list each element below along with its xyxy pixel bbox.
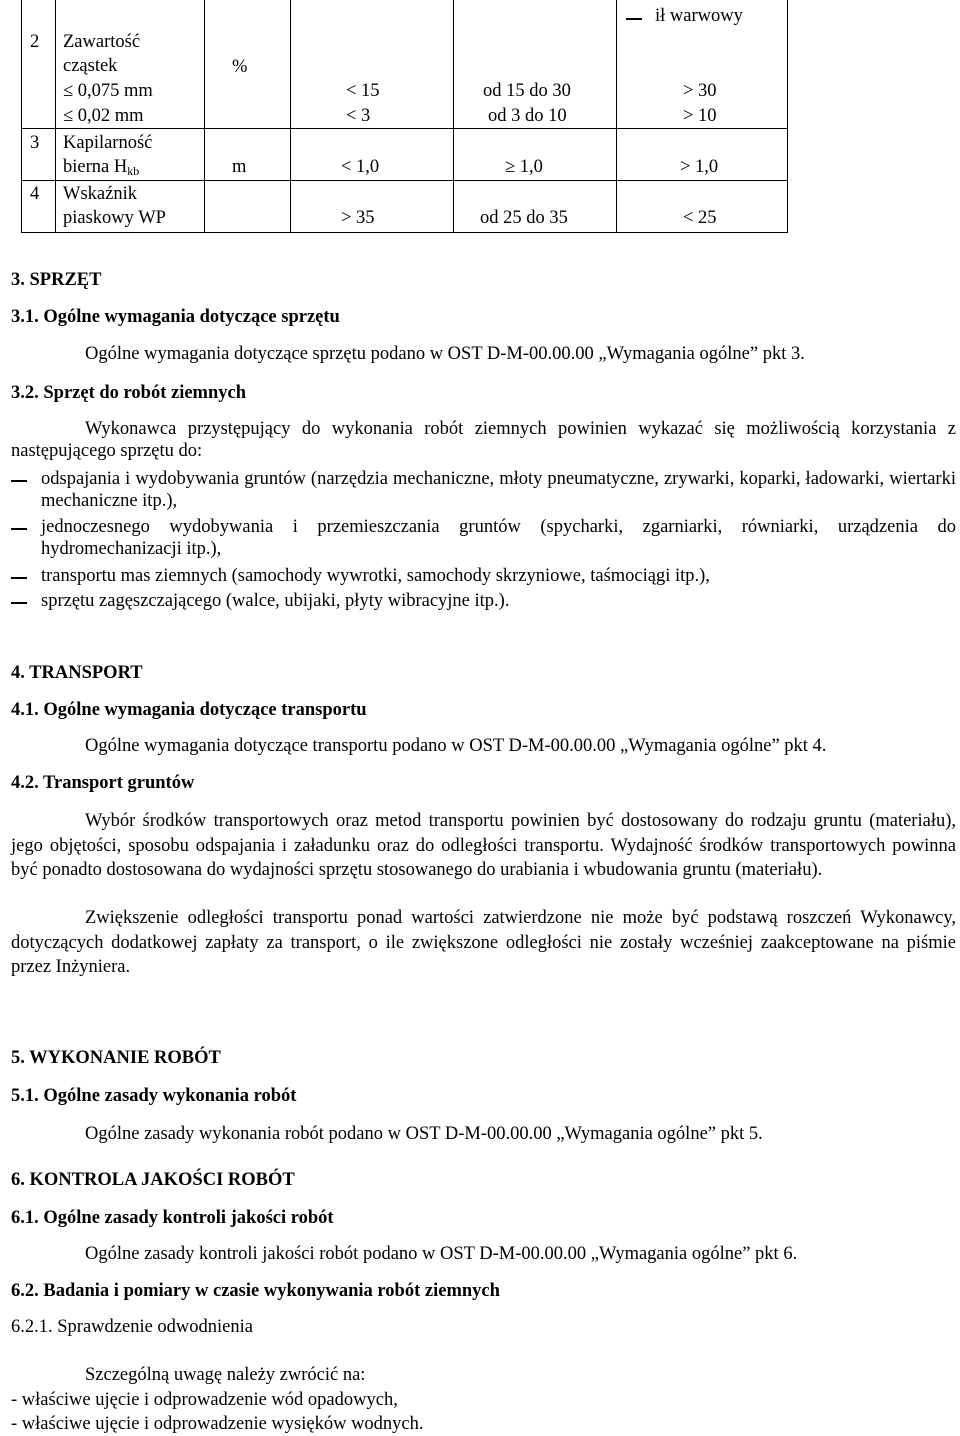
dash-icon	[11, 602, 27, 604]
section-heading: 3. SPRZĘT	[11, 270, 102, 290]
paragraph: Ogólne wymagania dotyczące sprzętu podano w OST D-M-00.00.00 „Wymagania ogólne” pkt 3.	[85, 344, 805, 364]
row-value: od 15 do 30	[483, 81, 571, 101]
row-number: 3	[30, 133, 40, 153]
row-value: od 3 do 10	[488, 106, 567, 126]
subsection-heading: 3.2. Sprzęt do robót ziemnych	[11, 383, 246, 403]
subsection-heading: 6.1. Ogólne zasady kontroli jakości robót	[11, 1208, 334, 1228]
dash-icon	[11, 577, 27, 579]
row-name-line: ≤ 0,075 mm	[63, 81, 153, 101]
paragraph: Ogólne zasady kontroli jakości robót podano w OST D-M-00.00.00 „Wymagania ogólne” pkt 6.	[85, 1244, 798, 1264]
list-item: transportu mas ziemnych (samochody wywrotki, samochody skrzyniowe, taśmociągi itp.),	[41, 566, 710, 586]
list-item: - właściwe ujęcie i odprowadzenie wód opadowych,	[11, 1390, 398, 1410]
paragraph: Ogólne zasady wykonania robót podano w OST D-M-00.00.00 „Wymagania ogólne” pkt 5.	[85, 1124, 763, 1144]
subsection-heading: 5.1. Ogólne zasady wykonania robót	[11, 1086, 297, 1106]
section-heading: 6. KONTROLA JAKOŚCI ROBÓT	[11, 1170, 295, 1190]
dash-icon	[626, 18, 642, 20]
row-value: < 3	[346, 106, 371, 126]
row-name-line: Kapilarność	[63, 133, 153, 153]
row-name-line: piaskowy WP	[63, 208, 166, 228]
table-divider	[616, 0, 617, 233]
table-divider	[453, 0, 454, 233]
paragraph: Szczególną uwagę należy zwrócić na:	[85, 1365, 366, 1385]
dash-icon	[11, 528, 27, 530]
row-number: 4	[30, 184, 40, 204]
paragraph: Ogólne wymagania dotyczące transportu podano w OST D-M-00.00.00 „Wymagania ogólne” pkt 4.	[85, 736, 827, 756]
paragraph: Wybór środków transportowych oraz metod transportu powinien być dostosowany do rodzaju gruntu (materiału), jego objętości, sposobu odspajania i załadunku oraz do odległości transportu. Wydajność środków transportowych powinna być ponadto dostosowana do wydajności sprzętu stosowanego do urabiania i wbudowania gruntu (materiału).	[11, 811, 956, 880]
list-item: sprzętu zagęszczającego (walce, ubijaki, płyty wibracyjne itp.).	[41, 591, 510, 611]
paragraph: Wykonawca przystępujący do wykonania robót ziemnych powinien wykazać się możliwością korzystania z następującego sprzętu do:	[11, 419, 956, 461]
table-divider	[290, 0, 291, 233]
row-name-line: ≤ 0,02 mm	[63, 106, 144, 126]
table-divider	[204, 0, 205, 233]
row-name-line: cząstek	[63, 56, 118, 76]
table-header-ilwarwowy: ił warwowy	[655, 6, 743, 26]
table-divider	[55, 0, 56, 233]
table-row-divider	[21, 180, 788, 181]
list-item: - właściwe ujęcie i odprowadzenie wysięków wodnych.	[11, 1414, 424, 1434]
table-border-left	[21, 0, 22, 233]
row-value: > 10	[683, 106, 717, 126]
row-number: 2	[30, 32, 40, 52]
list-item: jednoczesnego wydobywania i przemieszczania gruntów (spycharki, zgarniarki, równiarki, urządzenia do hydromechanizacji itp.),	[41, 517, 956, 559]
row-name-line: bierna $H_{kb}$	[63, 157, 140, 178]
row-value: < 15	[346, 81, 380, 101]
row-value: od 25 do 35	[480, 208, 568, 228]
row-unit: %	[232, 57, 248, 77]
paragraph: Zwiększenie odległości transportu ponad wartości zatwierdzone nie może być podstawą roszczeń Wykonawcy, dotyczących dodatkowej zapłaty za transport, o ile zwiększone odległości nie zostały wcześniej zaakceptowane na piśmie przez Inżyniera.	[11, 908, 956, 977]
subsection-heading: 6.2.1. Sprawdzenie odwodnienia	[11, 1317, 253, 1337]
section-heading: 5. WYKONANIE ROBÓT	[11, 1048, 221, 1068]
row-name-line: Zawartość	[63, 32, 141, 52]
subsection-heading: 4.1. Ogólne wymagania dotyczące transportu	[11, 700, 367, 720]
row-value: < 1,0	[341, 157, 380, 177]
row-value: > 35	[341, 208, 375, 228]
dash-icon	[11, 480, 27, 482]
subsection-heading: 6.2. Badania i pomiary w czasie wykonywania robót ziemnych	[11, 1281, 500, 1301]
row-unit: m	[232, 157, 247, 177]
row-value: > 1,0	[680, 157, 719, 177]
row-value: ≥ 1,0	[505, 157, 543, 177]
list-item: odspajania i wydobywania gruntów (narzędzia mechaniczne, młoty pneumatyczne, zrywarki, koparki, ładowarki, wiertarki mechaniczne itp.),	[41, 469, 956, 511]
table-row-divider	[21, 128, 788, 129]
subsection-heading: 4.2. Transport gruntów	[11, 773, 195, 793]
table-border-right	[787, 0, 788, 233]
subsection-heading: 3.1. Ogólne wymagania dotyczące sprzętu	[11, 307, 340, 327]
row-value: > 30	[683, 81, 717, 101]
row-value: < 25	[683, 208, 717, 228]
row-name-line: Wskaźnik	[63, 184, 137, 204]
section-heading: 4. TRANSPORT	[11, 663, 143, 683]
table-border-bottom	[21, 232, 788, 233]
